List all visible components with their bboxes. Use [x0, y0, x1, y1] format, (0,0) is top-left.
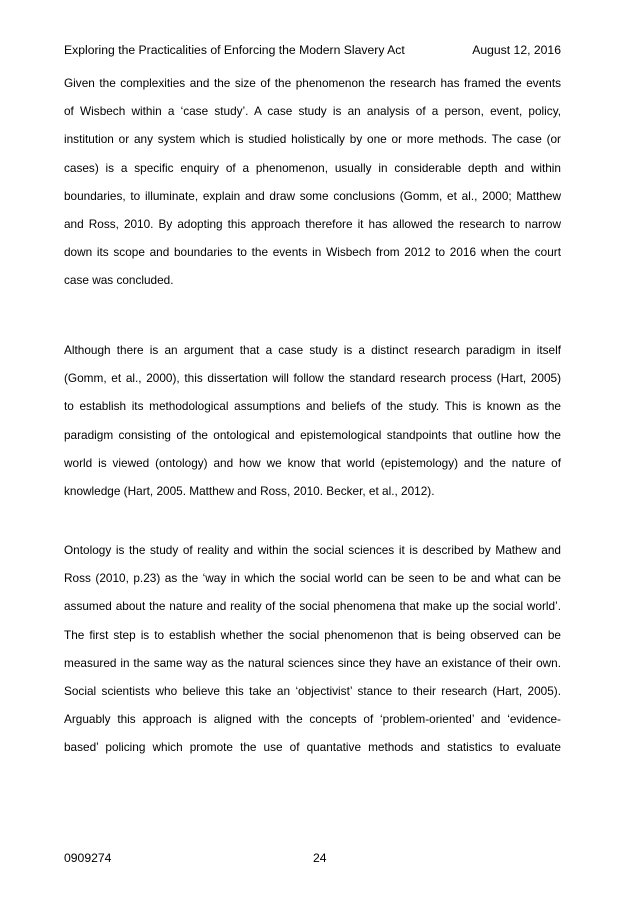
text-line: (Gomm, et al., 2000), this dissertation will follow the standard research process (Hart, 2005): [64, 371, 561, 386]
text-line: case was concluded.: [64, 273, 174, 288]
text-line: knowledge (Hart, 2005. Matthew and Ross, 2010. Becker, et al., 2012).: [64, 483, 435, 498]
page-header: [64, 43, 561, 61]
text-line: paradigm consisting of the ontological and epistemological standpoints that outline how the: [64, 427, 561, 442]
student-id: 0909274: [64, 851, 112, 865]
page-number: 24: [313, 851, 327, 865]
text-line: Given the complexities and the size of the phenomenon the research has framed the events: [64, 76, 561, 90]
text-line: institution or any system which is studied holistically by one or more methods. The case (or: [64, 132, 561, 147]
text-line: cases) is a specific enquiry of a phenomenon, usually in considerable depth and within: [64, 160, 561, 175]
text-line: boundaries, to illuminate, explain and draw some conclusions (Gomm, et al., 2000; Matthew: [64, 188, 561, 203]
text-line: Ontology is the study of reality and within the social sciences it is described by Mathew and: [64, 543, 561, 557]
document-title: Exploring the Practicalities of Enforcing the Modern Slavery Act: [64, 43, 405, 57]
text-line: assumed about the nature and reality of the social phenomena that make up the social world’.: [64, 599, 561, 614]
text-line: Arguably this approach is aligned with the concepts of ‘problem-oriented’ and ‘evidence-: [64, 712, 561, 727]
text-line: Although there is an argument that a case study is a distinct research paradigm in itself: [64, 343, 561, 357]
page-footer: [64, 851, 561, 869]
text-line: Social scientists who believe this take an ‘objectivist’ stance to their research (Hart, 2005).: [64, 683, 561, 698]
document-date: August 12, 2016: [472, 43, 561, 57]
text-line: to establish its methodological assumptions and beliefs of the study. This is known as the: [64, 399, 561, 414]
text-line: measured in the same way as the natural sciences since they have an existance of their own.: [64, 655, 561, 670]
text-line: based’ policing which promote the use of quantative methods and statistics to evaluate: [64, 740, 561, 755]
text-line: Ross (2010, p.23) as the ‘way in which the social world can be seen to be and what can be: [64, 571, 561, 586]
paragraph-case-study: [64, 69, 561, 295]
text-line: of Wisbech within a ‘case study’. A case study is an analysis of a person, event, policy,: [64, 104, 561, 119]
paragraph-research-paradigm: [64, 336, 561, 505]
text-line: down its scope and boundaries to the events in Wisbech from 2012 to 2016 when the court: [64, 245, 561, 260]
paragraph-ontology: [64, 536, 561, 762]
text-line: and Ross, 2010. By adopting this approach therefore it has allowed the research to narrow: [64, 216, 561, 231]
text-line: world is viewed (ontology) and how we know that world (epistemology) and the nature of: [64, 455, 561, 470]
text-line: The first step is to establish whether the social phenomenon that is being observed can be: [64, 627, 561, 642]
